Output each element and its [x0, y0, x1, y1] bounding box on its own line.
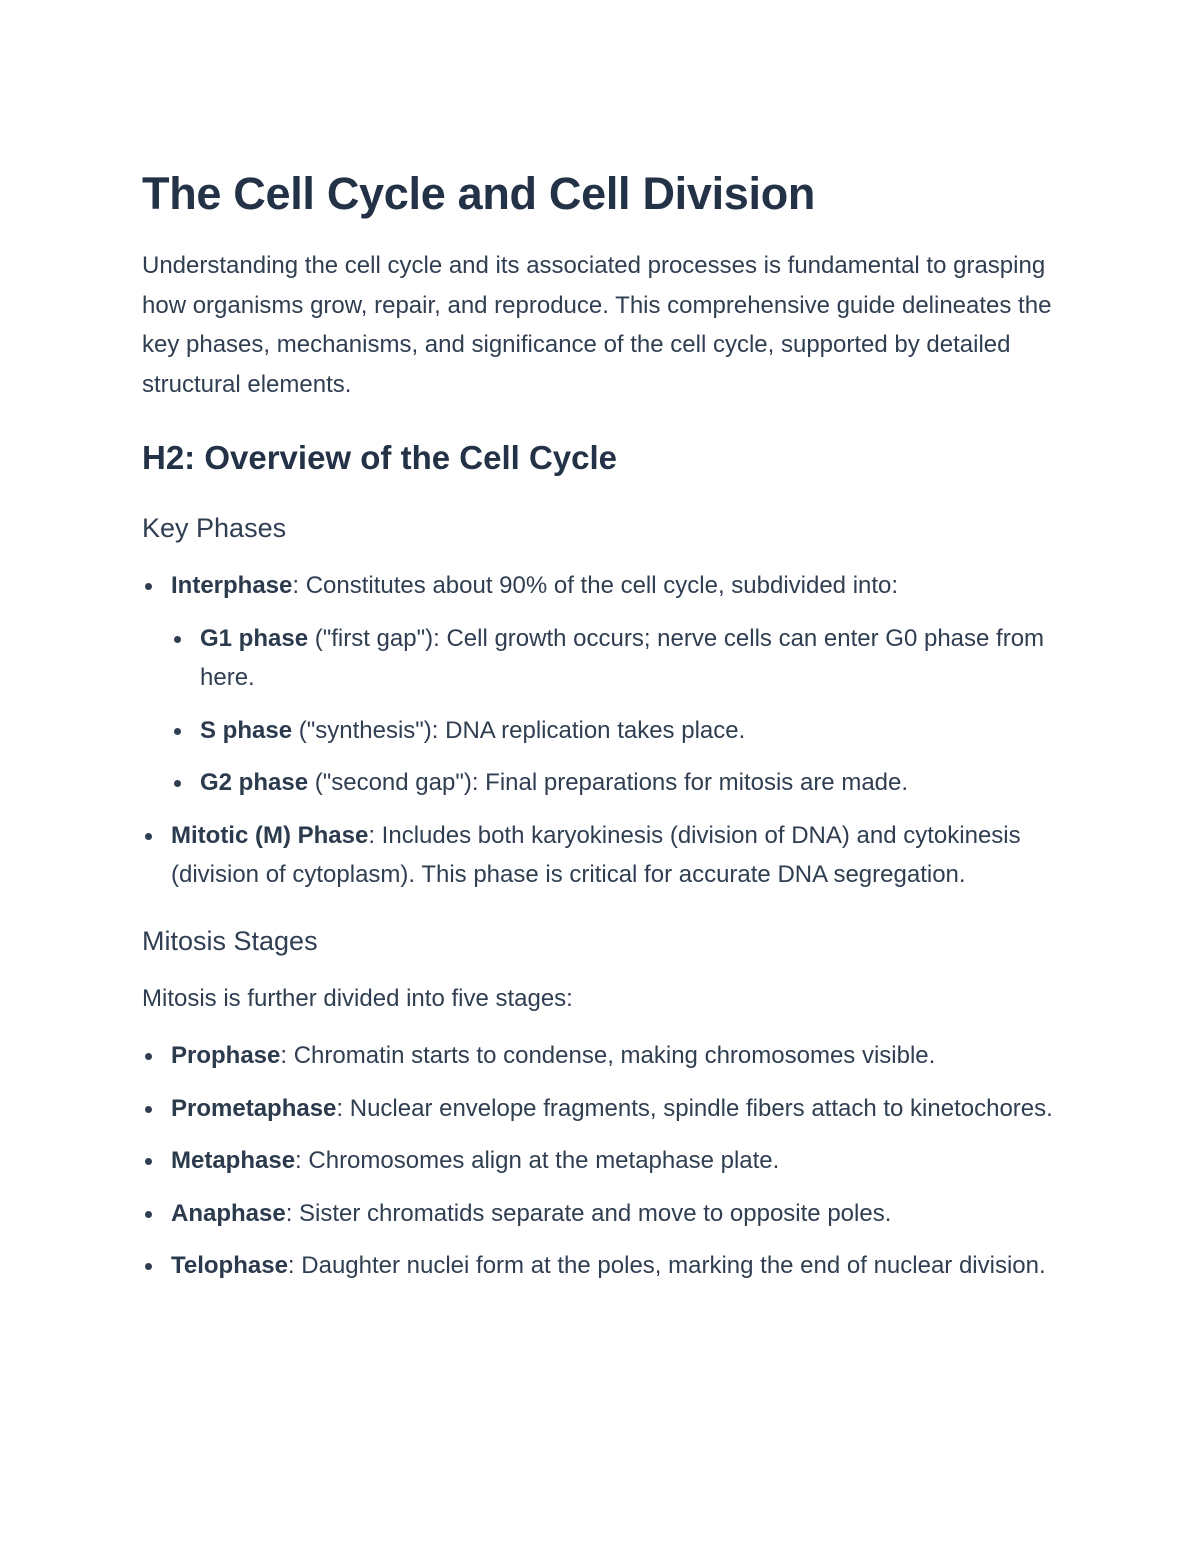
desc-s-phase: ("synthesis"): DNA replication takes place. — [292, 716, 746, 744]
term-prometaphase: Prometaphase — [171, 1094, 337, 1122]
term-anaphase: Anaphase — [171, 1199, 286, 1227]
desc-telophase: : Daughter nuclei form at the poles, marking the end of nuclear division. — [287, 1252, 1046, 1279]
bullet-icon — [145, 833, 152, 840]
key-phases-list — [142, 566, 1062, 895]
bullet-icon — [145, 583, 152, 590]
term-g2-phase: G2 phase — [200, 769, 309, 796]
term-s-phase: S phase — [200, 716, 293, 744]
list-item-telophase — [171, 1246, 1062, 1286]
list-item-metaphase — [171, 1141, 1062, 1181]
term-interphase: Interphase — [171, 572, 293, 599]
desc-prophase: : Chromatin starts to condense, making chromosomes visible. — [280, 1042, 936, 1069]
bullet-icon — [145, 1053, 152, 1060]
list-item-g1-phase — [200, 619, 1062, 698]
document-page — [142, 160, 1062, 1286]
desc-metaphase: : Chromosomes align at the metaphase plate. — [295, 1147, 780, 1174]
term-mitotic-phase: Mitotic (M) Phase — [171, 821, 369, 849]
desc-g2-phase: ("second gap"): Final preparations for mitosis are made. — [308, 769, 909, 796]
list-item-anaphase — [171, 1194, 1062, 1234]
bullet-icon — [145, 1263, 152, 1270]
key-phases-heading: Key Phases — [142, 513, 287, 543]
list-item-interphase — [171, 566, 1062, 803]
interphase-sublist — [171, 619, 1062, 803]
list-item-s-phase — [200, 711, 1062, 751]
list-item-prometaphase — [171, 1089, 1062, 1129]
list-item-prophase — [171, 1036, 1062, 1076]
mitosis-stages-list — [142, 1036, 1062, 1286]
term-prophase: Prophase — [171, 1042, 281, 1069]
term-g1-phase: G1 phase — [200, 624, 309, 652]
desc-prometaphase: : Nuclear envelope fragments, spindle fibers attach to kinetochores. — [336, 1094, 1053, 1122]
list-item-g2-phase — [200, 763, 1062, 803]
intro-paragraph: Understanding the cell cycle and its associated processes is fundamental to grasping how organisms grow, repair, and reproduce. This comprehensive guide delineates the key phases, mechanisms, and significance of the cell cycle, supported by detailed structural elements. — [142, 252, 1052, 398]
bullet-icon — [174, 728, 181, 735]
desc-anaphase: : Sister chromatids separate and move to opposite poles. — [285, 1199, 892, 1227]
bullet-icon — [174, 636, 181, 643]
overview-heading: H2: Overview of the Cell Cycle — [142, 439, 618, 476]
desc-g1-phase: ("first gap"): Cell growth occurs; nerve cells can enter G0 phase from here. — [200, 624, 1045, 691]
desc-interphase: : Constitutes about 90% of the cell cycle, subdivided into: — [292, 572, 899, 599]
bullet-icon — [145, 1106, 152, 1113]
bullet-icon — [145, 1158, 152, 1165]
mitosis-intro: Mitosis is further divided into five stages: — [142, 984, 573, 1012]
bullet-icon — [174, 780, 181, 787]
term-metaphase: Metaphase — [171, 1147, 296, 1174]
bullet-icon — [145, 1211, 152, 1218]
term-telophase: Telophase — [171, 1252, 288, 1279]
mitosis-stages-heading: Mitosis Stages — [142, 925, 318, 956]
desc-mitotic-phase: : Includes both karyokinesis (division of DNA) and cytokinesis (division of cytoplasm). This phase is critical for accurate DNA segregation. — [171, 821, 1021, 888]
page-title: The Cell Cycle and Cell Division — [142, 168, 816, 219]
list-item-mitotic-phase — [171, 816, 1062, 895]
